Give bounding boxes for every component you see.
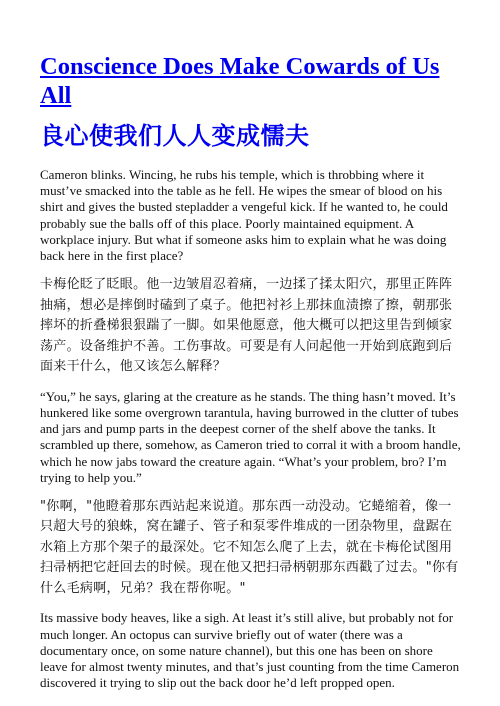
paragraph-en-3: Its massive body heaves, like a sigh. At least it’s still alive, but probably not for much longer. An octopus can survive briefly out of water (there was a documentary once, on some nature channel), but this one has been on shore leave for almost twenty minutes, and that’s just counting from the time Cameron discovered it trying to slip out the back door he’d left propped open. [40, 610, 460, 691]
paragraph-zh-1: 卡梅伦眨了眨眼。他一边皱眉忍着痛，一边揉了揉太阳穴，那里正阵阵抽痛，想必是摔倒时磕到了桌子。他把衬衫上那抹血渍擦了擦，朝那张摔坏的折叠梯狠狠踹了一脚。如果他愿意，他大概可以把这里告到倾家荡产。设备维护不善。工伤事故。可要是有人问起他一开始到底跑到后面来干什么，他又该怎么解释？ [40, 277, 453, 375]
article-title-chinese: 良心使我们人人变成懦夫 [40, 122, 310, 150]
article [40, 52, 463, 702]
paragraph-en-1: Cameron blinks. Wincing, he rubs his temple, which is throbbing where it must’ve smacked into the table as he fell. He wipes the smear of blood on his shirt and gives the busted stepladder a vengeful kick. If he wanted to, he could probably sue the balls off of this place. Poorly maintained equipment. A workplace injury. But what if someone asks him to explain what he was doing back here in the first place? [40, 167, 448, 264]
paragraph-en-2: “You,” he says, glaring at the creature as he stands. The thing hasn’t moved. It’s hunkered like some overgrown tarantula, having burrowed in the clutter of tubes and jars and pump parts in the deepest corner of the shelf above the tanks. It scrambled up there, somehow, as Cameron tried to corral it with a broom handle, which he now jabs toward the creature again. “What’s your problem, bro? I’m trying to help you.” [40, 388, 461, 485]
article-title-link[interactable]: Conscience Does Make Cowards of Us All [40, 53, 440, 109]
paragraph-zh-2: "你啊，"他瞪着那东西站起来说道。那东西一动没动。它蜷缩着，像一只超大号的狼蛛，窝在罐子、管子和泵零件堆成的一团杂物里，盘踞在水箱上方那个架子的最深处。它不知怎么爬了上去，就在卡梅伦试图用扫帚柄把它赶回去的时候。现在他又把扫帚柄朝那东西戳了过去。"你有什么毛病啊，兄弟？我在帮你呢。" [40, 498, 459, 596]
